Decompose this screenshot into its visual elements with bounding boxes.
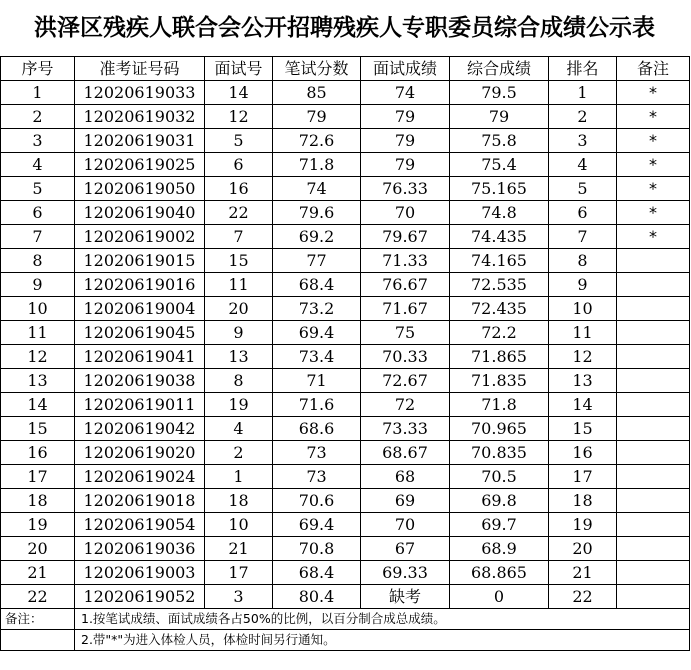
cell-exam-id: 12020619033 [75,81,205,105]
cell-total-score: 79 [450,105,549,129]
header-cell-rank: 排名 [549,57,617,81]
cell-total-score: 74.165 [450,249,549,273]
cell-interview-no: 13 [205,345,273,369]
cell-total-score: 72.535 [450,273,549,297]
cell-written-score: 71.6 [273,393,361,417]
cell-interview-no: 22 [205,201,273,225]
cell-exam-id: 12020619054 [75,513,205,537]
note-row [1,630,690,651]
cell-rank: 5 [549,177,617,201]
cell-index: 7 [1,225,75,249]
cell-interview-no: 9 [205,321,273,345]
cell-exam-id: 12020619042 [75,417,205,441]
cell-interview-score: 69 [361,489,450,513]
header-cell-exam-id: 准考证号码 [75,57,205,81]
table-row [1,585,690,609]
cell-exam-id: 12020619050 [75,177,205,201]
cell-total-score: 74.435 [450,225,549,249]
cell-remark: * [617,177,690,201]
cell-interview-score: 70 [361,201,450,225]
cell-interview-no: 8 [205,369,273,393]
cell-exam-id: 12020619040 [75,201,205,225]
header-cell-index: 序号 [1,57,75,81]
note-text: 2.带"*"为进入体检人员，体检时间另行通知。 [75,630,690,651]
cell-remark [617,273,690,297]
cell-index: 22 [1,585,75,609]
cell-total-score: 72.435 [450,297,549,321]
cell-exam-id: 12020619020 [75,441,205,465]
cell-total-score: 75.165 [450,177,549,201]
header-cell-remark: 备注 [617,57,690,81]
cell-rank: 22 [549,585,617,609]
cell-remark [617,585,690,609]
header-cell-total-score: 综合成绩 [450,57,549,81]
cell-exam-id: 12020619041 [75,345,205,369]
cell-interview-score: 79 [361,153,450,177]
table-row [1,345,690,369]
cell-exam-id: 12020619036 [75,537,205,561]
cell-written-score: 80.4 [273,585,361,609]
cell-exam-id: 12020619016 [75,273,205,297]
cell-interview-no: 4 [205,417,273,441]
cell-index: 16 [1,441,75,465]
cell-index: 5 [1,177,75,201]
cell-interview-no: 5 [205,129,273,153]
cell-exam-id: 12020619015 [75,249,205,273]
cell-rank: 18 [549,489,617,513]
cell-interview-no: 11 [205,273,273,297]
cell-remark [617,345,690,369]
cell-remark [617,393,690,417]
cell-written-score: 68.6 [273,417,361,441]
table-row [1,153,690,177]
cell-total-score: 74.8 [450,201,549,225]
cell-index: 1 [1,81,75,105]
cell-written-score: 74 [273,177,361,201]
cell-interview-score: 74 [361,81,450,105]
cell-remark: * [617,201,690,225]
note-label [1,630,75,651]
cell-remark: * [617,81,690,105]
table-body [1,57,690,651]
cell-rank: 2 [549,105,617,129]
cell-index: 3 [1,129,75,153]
cell-written-score: 85 [273,81,361,105]
cell-remark: * [617,225,690,249]
cell-rank: 4 [549,153,617,177]
cell-interview-score: 68 [361,465,450,489]
cell-exam-id: 12020619004 [75,297,205,321]
cell-interview-no: 18 [205,489,273,513]
cell-index: 21 [1,561,75,585]
cell-index: 10 [1,297,75,321]
cell-total-score: 71.8 [450,393,549,417]
cell-rank: 16 [549,441,617,465]
cell-rank: 19 [549,513,617,537]
cell-rank: 3 [549,129,617,153]
cell-remark: * [617,153,690,177]
cell-rank: 8 [549,249,617,273]
cell-written-score: 68.4 [273,273,361,297]
cell-exam-id: 12020619011 [75,393,205,417]
cell-remark [617,417,690,441]
note-row [1,609,690,630]
header-row [1,57,690,81]
cell-interview-no: 3 [205,585,273,609]
cell-interview-no: 19 [205,393,273,417]
cell-remark [617,369,690,393]
cell-interview-score: 70.33 [361,345,450,369]
table-row [1,105,690,129]
cell-total-score: 75.4 [450,153,549,177]
cell-written-score: 68.4 [273,561,361,585]
cell-written-score: 70.8 [273,537,361,561]
cell-interview-no: 20 [205,297,273,321]
cell-exam-id: 12020619038 [75,369,205,393]
cell-exam-id: 12020619025 [75,153,205,177]
cell-interview-score: 68.67 [361,441,450,465]
table-row [1,561,690,585]
cell-interview-score: 79 [361,129,450,153]
cell-index: 9 [1,273,75,297]
cell-written-score: 69.4 [273,513,361,537]
cell-index: 19 [1,513,75,537]
cell-interview-no: 10 [205,513,273,537]
note-label: 备注： [1,609,75,630]
cell-rank: 15 [549,417,617,441]
cell-interview-no: 1 [205,465,273,489]
cell-remark [617,441,690,465]
cell-interview-score: 缺考 [361,585,450,609]
table-row [1,393,690,417]
table-row [1,129,690,153]
cell-total-score: 0 [450,585,549,609]
cell-rank: 21 [549,561,617,585]
cell-interview-score: 67 [361,537,450,561]
cell-written-score: 71 [273,369,361,393]
cell-interview-score: 70 [361,513,450,537]
cell-total-score: 72.2 [450,321,549,345]
cell-interview-no: 12 [205,105,273,129]
table-row [1,489,690,513]
cell-written-score: 73.2 [273,297,361,321]
cell-index: 2 [1,105,75,129]
cell-interview-no: 14 [205,81,273,105]
cell-index: 18 [1,489,75,513]
cell-remark [617,465,690,489]
cell-rank: 11 [549,321,617,345]
cell-total-score: 70.5 [450,465,549,489]
cell-exam-id: 12020619031 [75,129,205,153]
cell-rank: 10 [549,297,617,321]
cell-index: 15 [1,417,75,441]
table-row [1,537,690,561]
cell-interview-score: 75 [361,321,450,345]
cell-interview-score: 69.33 [361,561,450,585]
cell-index: 6 [1,201,75,225]
cell-index: 14 [1,393,75,417]
cell-exam-id: 12020619003 [75,561,205,585]
cell-exam-id: 12020619052 [75,585,205,609]
cell-interview-score: 79.67 [361,225,450,249]
cell-written-score: 72.6 [273,129,361,153]
cell-rank: 1 [549,81,617,105]
cell-remark [617,297,690,321]
cell-total-score: 79.5 [450,81,549,105]
table-row [1,369,690,393]
table-row [1,201,690,225]
cell-interview-score: 72 [361,393,450,417]
cell-exam-id: 12020619024 [75,465,205,489]
cell-written-score: 73 [273,441,361,465]
cell-exam-id: 12020619045 [75,321,205,345]
table-row [1,81,690,105]
table-row [1,513,690,537]
cell-total-score: 68.9 [450,537,549,561]
cell-index: 12 [1,345,75,369]
cell-exam-id: 12020619018 [75,489,205,513]
sheet-title: 洪泽区残疾人联合会公开招聘残疾人专职委员综合成绩公示表 [34,15,655,41]
note-text: 1.按笔试成绩、面试成绩各占50%的比例，以百分制合成总成绩。 [75,609,690,630]
table-row [1,441,690,465]
cell-interview-score: 79 [361,105,450,129]
cell-written-score: 79.6 [273,201,361,225]
cell-interview-no: 16 [205,177,273,201]
table-row [1,225,690,249]
cell-interview-no: 17 [205,561,273,585]
cell-interview-no: 2 [205,441,273,465]
cell-exam-id: 12020619002 [75,225,205,249]
header-cell-interview-score: 面试成绩 [361,57,450,81]
table-row [1,273,690,297]
cell-interview-score: 76.67 [361,273,450,297]
table-row [1,465,690,489]
cell-written-score: 79 [273,105,361,129]
cell-total-score: 69.7 [450,513,549,537]
cell-index: 4 [1,153,75,177]
cell-rank: 13 [549,369,617,393]
cell-written-score: 71.8 [273,153,361,177]
cell-index: 13 [1,369,75,393]
cell-interview-no: 6 [205,153,273,177]
cell-rank: 17 [549,465,617,489]
cell-interview-score: 71.67 [361,297,450,321]
cell-interview-score: 73.33 [361,417,450,441]
cell-total-score: 69.8 [450,489,549,513]
cell-total-score: 68.865 [450,561,549,585]
cell-index: 8 [1,249,75,273]
cell-total-score: 70.965 [450,417,549,441]
cell-interview-no: 21 [205,537,273,561]
cell-total-score: 71.865 [450,345,549,369]
header-cell-interview-no: 面试号 [205,57,273,81]
cell-remark [617,513,690,537]
cell-index: 20 [1,537,75,561]
cell-remark [617,489,690,513]
cell-total-score: 70.835 [450,441,549,465]
cell-interview-score: 72.67 [361,369,450,393]
cell-remark: * [617,129,690,153]
cell-index: 17 [1,465,75,489]
cell-rank: 12 [549,345,617,369]
cell-interview-score: 76.33 [361,177,450,201]
table-row [1,321,690,345]
header-cell-written-score: 笔试分数 [273,57,361,81]
cell-remark [617,561,690,585]
cell-total-score: 75.8 [450,129,549,153]
cell-remark [617,537,690,561]
cell-rank: 7 [549,225,617,249]
cell-written-score: 77 [273,249,361,273]
table-row [1,417,690,441]
cell-rank: 9 [549,273,617,297]
cell-index: 11 [1,321,75,345]
cell-total-score: 71.835 [450,369,549,393]
table-row [1,297,690,321]
table-row [1,177,690,201]
cell-written-score: 70.6 [273,489,361,513]
cell-rank: 14 [549,393,617,417]
cell-rank: 20 [549,537,617,561]
cell-written-score: 69.2 [273,225,361,249]
cell-interview-no: 7 [205,225,273,249]
cell-written-score: 73.4 [273,345,361,369]
cell-interview-no: 15 [205,249,273,273]
cell-remark [617,321,690,345]
table-row [1,249,690,273]
cell-written-score: 69.4 [273,321,361,345]
cell-interview-score: 71.33 [361,249,450,273]
cell-written-score: 73 [273,465,361,489]
cell-rank: 6 [549,201,617,225]
cell-remark [617,249,690,273]
cell-exam-id: 12020619032 [75,105,205,129]
cell-remark: * [617,105,690,129]
score-table [0,56,690,651]
